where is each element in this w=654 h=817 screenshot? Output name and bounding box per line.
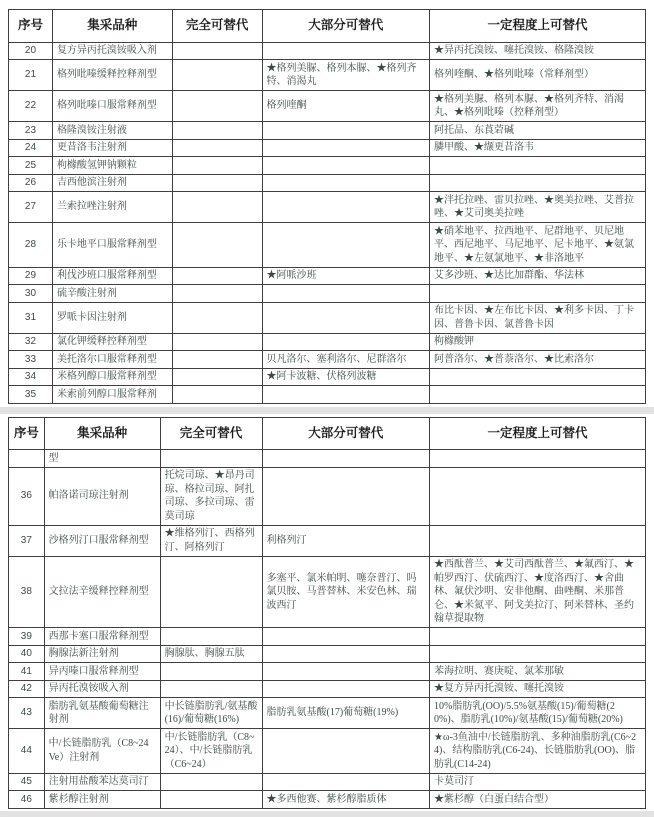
table-row	[9, 157, 646, 175]
partially-replaceable-cell	[430, 645, 646, 663]
table-row	[9, 628, 646, 646]
fully-replaceable-cell	[172, 368, 262, 386]
variety-cell: 氯化钾缓释控释剂型	[52, 333, 172, 351]
table-row	[9, 267, 646, 285]
partially-replaceable-cell	[430, 450, 646, 468]
partially-replaceable-cell	[430, 157, 646, 175]
mostly-replaceable-cell: ★格列美脲、格列本脲、★格列齐特、消渴丸	[262, 60, 430, 91]
partially-replaceable-cell: ★西酞普兰、★艾司西酞普兰、★氟西汀、★帕罗西汀、伏硫西汀、★度洛西汀、★舍曲林、氟伏沙明、安非他酮、曲唑酮、米那普仑、★米氮平、阿戈美拉汀、阿米替林、圣约翰草提取物	[430, 556, 646, 628]
seq-cell: 29	[9, 267, 53, 285]
partially-replaceable-cell: 苯海拉明、赛庚啶、氯苯那敏	[430, 663, 646, 681]
partially-replaceable-cell: ★ω-3鱼油中/长链脂肪乳、多种油脂肪乳(C6~24)、结构脂肪乳(C6-24)、长链脂肪乳(OO)、脂肪乳(C14-24)	[430, 729, 646, 774]
variety-cell: 胸腺法新注射剂	[44, 645, 160, 663]
table-row	[9, 773, 646, 791]
variety-cell: 异丙托溴铵吸入剂	[44, 680, 160, 698]
variety-cell: 兰索拉唑注射剂	[52, 192, 172, 223]
mostly-replaceable-cell	[262, 223, 430, 268]
seq-cell: 33	[9, 351, 53, 369]
variety-cell: 紫杉醇注射剂	[44, 791, 160, 809]
col-header-variety: 集采品种	[44, 417, 160, 450]
variety-cell: 格隆溴铵注射液	[52, 122, 172, 140]
mostly-replaceable-cell: 格列喹酮	[262, 91, 430, 122]
partially-replaceable-cell: ★异丙托溴铵、噻托溴铵、格隆溴铵	[430, 42, 646, 60]
seq-cell: 27	[9, 192, 53, 223]
table-row	[9, 174, 646, 192]
table-row	[9, 386, 646, 404]
variety-cell: 脂肪乳氨基酸葡萄糖注射剂	[44, 698, 160, 729]
mostly-replaceable-cell	[262, 773, 430, 791]
fully-replaceable-cell	[172, 60, 262, 91]
partially-replaceable-cell: ★复方异丙托溴铵、噻托溴铵	[430, 680, 646, 698]
mostly-replaceable-cell: ★阿卡波糖、伏格列波糖	[262, 368, 430, 386]
mostly-replaceable-cell	[262, 139, 430, 157]
mostly-replaceable-cell	[262, 467, 430, 525]
table-row	[9, 223, 646, 268]
seq-cell: 25	[9, 157, 53, 175]
partially-replaceable-cell	[430, 525, 646, 556]
seq-cell: 46	[9, 791, 45, 809]
seq-cell: 24	[9, 139, 53, 157]
table-row	[9, 302, 646, 333]
mostly-replaceable-cell: ★阿哌沙班	[262, 267, 430, 285]
table-row	[9, 60, 646, 91]
table-row	[9, 729, 646, 774]
mostly-replaceable-cell: 多塞平、氯米帕明、噻奈普汀、吗氯贝胺、马普替林、米安色林、瑞波西汀	[262, 556, 430, 628]
fully-replaceable-cell	[160, 450, 262, 468]
fully-replaceable-cell	[172, 386, 262, 404]
fully-replaceable-cell	[172, 302, 262, 333]
table-body	[9, 42, 646, 403]
partially-replaceable-cell	[430, 368, 646, 386]
fully-replaceable-cell: 中长链脂肪乳/氨基酸(16)/葡萄糖(16%)	[160, 698, 262, 729]
partially-replaceable-cell	[430, 386, 646, 404]
fully-replaceable-cell	[172, 351, 262, 369]
variety-cell: 型	[44, 450, 160, 468]
col-header-fully-replaceable: 完全可替代	[172, 10, 262, 43]
fully-replaceable-cell	[172, 333, 262, 351]
variety-cell: 更昔洛韦注射剂	[52, 139, 172, 157]
seq-cell: 26	[9, 174, 53, 192]
seq-cell: 43	[9, 698, 45, 729]
mostly-replaceable-cell	[262, 386, 430, 404]
mostly-replaceable-cell: 脂肪乳氨基酸(17)葡萄糖(19%)	[262, 698, 430, 729]
partially-replaceable-cell: 卡莫司汀	[430, 773, 646, 791]
col-header-partially-replaceable: 一定程度上可替代	[430, 10, 646, 43]
fully-replaceable-cell	[172, 139, 262, 157]
partially-replaceable-cell: ★格列美脲、格列本脲、★格列齐特、消渴丸、★格列吡嗪（控释剂型）	[430, 91, 646, 122]
partially-replaceable-cell: ★泮托拉唑、雷贝拉唑、★奥美拉唑、艾普拉唑、★艾司奥美拉唑	[430, 192, 646, 223]
variety-cell: 米索前列醇口服常释剂	[52, 386, 172, 404]
seq-cell: 38	[9, 556, 45, 628]
variety-cell: 格列吡嗪口服常释剂型	[52, 91, 172, 122]
variety-cell: 异丙嗪口服常释剂型	[44, 663, 160, 681]
fully-replaceable-cell	[160, 628, 262, 646]
variety-cell: 沙格列汀口服常释剂型	[44, 525, 160, 556]
variety-cell: 吉西他滨注射剂	[52, 174, 172, 192]
mostly-replaceable-cell	[262, 663, 430, 681]
seq-cell: 20	[9, 42, 53, 60]
seq-cell: 44	[9, 729, 45, 774]
fully-replaceable-cell	[172, 122, 262, 140]
col-header-variety: 集采品种	[52, 10, 172, 43]
partially-replaceable-cell	[430, 467, 646, 525]
table-row	[9, 333, 646, 351]
fully-replaceable-cell	[172, 91, 262, 122]
mostly-replaceable-cell	[262, 285, 430, 303]
seq-cell: 40	[9, 645, 45, 663]
substitution-table-page1	[8, 9, 646, 404]
seq-cell: 34	[9, 368, 53, 386]
table-row	[9, 663, 646, 681]
fully-replaceable-cell	[160, 663, 262, 681]
fully-replaceable-cell	[160, 791, 262, 809]
partially-replaceable-cell: 格列喹酮、★格列吡嗪（常释剂型）	[430, 60, 646, 91]
variety-cell: 利伐沙班口服常释剂型	[52, 267, 172, 285]
page-bottom-edge	[0, 811, 654, 817]
col-header-partially-replaceable: 一定程度上可替代	[430, 417, 646, 450]
mostly-replaceable-cell	[262, 680, 430, 698]
fully-replaceable-cell	[172, 42, 262, 60]
seq-cell: 31	[9, 302, 53, 333]
mostly-replaceable-cell	[262, 192, 430, 223]
table-row	[9, 467, 646, 525]
mostly-replaceable-cell	[262, 42, 430, 60]
seq-cell: 28	[9, 223, 53, 268]
table-row	[9, 42, 646, 60]
variety-cell: 文拉法辛缓释控释剂型	[44, 556, 160, 628]
variety-cell: 枸橼酸氢钾钠颗粒	[52, 157, 172, 175]
partially-replaceable-cell: 膦甲酸、★缬更昔洛韦	[430, 139, 646, 157]
fully-replaceable-cell	[172, 157, 262, 175]
table-row	[9, 525, 646, 556]
mostly-replaceable-cell	[262, 645, 430, 663]
mostly-replaceable-cell	[262, 157, 430, 175]
table-row	[9, 91, 646, 122]
partially-replaceable-cell	[430, 285, 646, 303]
fully-replaceable-cell: 胸腺肽、胸腺五肽	[160, 645, 262, 663]
fully-replaceable-cell	[172, 192, 262, 223]
partially-replaceable-cell	[430, 174, 646, 192]
partially-replaceable-cell: 10%脂肪乳(OO)/5.5%氨基酸(15)/葡萄糖(20%)、脂肪乳(10%)/氨基酸(15)/葡萄糖(20%)	[430, 698, 646, 729]
seq-cell: 39	[9, 628, 45, 646]
table-row	[9, 698, 646, 729]
mostly-replaceable-cell	[262, 122, 430, 140]
partially-replaceable-cell: ★紫杉醇（白蛋白结合型）	[430, 791, 646, 809]
seq-cell: 30	[9, 285, 53, 303]
header-row	[9, 417, 646, 450]
variety-cell: 中/长链脂肪乳（C8~24Ve）注射剂	[44, 729, 160, 774]
fully-replaceable-cell	[160, 773, 262, 791]
table-row	[9, 122, 646, 140]
mostly-replaceable-cell	[262, 174, 430, 192]
variety-cell: 帕洛诺司琼注射剂	[44, 467, 160, 525]
fully-replaceable-cell	[160, 556, 262, 628]
col-header-seq: 序号	[9, 10, 53, 43]
partially-replaceable-cell: 枸橼酸钾	[430, 333, 646, 351]
variety-cell: 米格列醇口服常释剂型	[52, 368, 172, 386]
table-row	[9, 139, 646, 157]
variety-cell: 硫辛酸注射剂	[52, 285, 172, 303]
table-row	[9, 368, 646, 386]
fully-replaceable-cell	[172, 285, 262, 303]
seq-cell: 22	[9, 91, 53, 122]
mostly-replaceable-cell	[262, 628, 430, 646]
fully-replaceable-cell: ★维格列汀、西格列汀、阿格列汀	[160, 525, 262, 556]
variety-cell: 注射用盐酸苯达莫司汀	[44, 773, 160, 791]
table-row	[9, 351, 646, 369]
seq-cell: 42	[9, 680, 45, 698]
seq-cell: 21	[9, 60, 53, 91]
fully-replaceable-cell	[172, 174, 262, 192]
mostly-replaceable-cell	[262, 302, 430, 333]
partially-replaceable-cell: 艾多沙班、★达比加群酯、华法林	[430, 267, 646, 285]
fully-replaceable-cell	[172, 267, 262, 285]
mostly-replaceable-cell	[262, 333, 430, 351]
table-row	[9, 450, 646, 468]
table-row	[9, 285, 646, 303]
fully-replaceable-cell	[160, 680, 262, 698]
variety-cell: 格列吡嗪缓释控释剂型	[52, 60, 172, 91]
partially-replaceable-cell: 阿普洛尔、★普萘洛尔、★比索洛尔	[430, 351, 646, 369]
col-header-seq: 序号	[9, 417, 45, 450]
mostly-replaceable-cell: 利格列汀	[262, 525, 430, 556]
fully-replaceable-cell	[172, 223, 262, 268]
partially-replaceable-cell: ★硝苯地平、拉西地平、尼群地平、贝尼地平、西尼地平、马尼地平、尼卡地平、★氨氯地平、★左氨氯地平、★非洛地平	[430, 223, 646, 268]
fully-replaceable-cell: 中/长链脂肪乳（C8~24）、中/长链脂肪乳（C6~24）	[160, 729, 262, 774]
seq-cell: 45	[9, 773, 45, 791]
variety-cell: 复方异丙托溴铵吸入剂	[52, 42, 172, 60]
substitution-table-page2	[8, 417, 646, 809]
seq-cell: 35	[9, 386, 53, 404]
col-header-fully-replaceable: 完全可替代	[160, 417, 262, 450]
seq-cell	[9, 450, 45, 468]
mostly-replaceable-cell: ★多西他赛、紫杉醇脂质体	[262, 791, 430, 809]
mostly-replaceable-cell	[262, 729, 430, 774]
seq-cell: 36	[9, 467, 45, 525]
header-row	[9, 10, 646, 43]
variety-cell: 乐卡地平口服常释剂型	[52, 223, 172, 268]
partially-replaceable-cell	[430, 628, 646, 646]
table-row	[9, 192, 646, 223]
seq-cell: 37	[9, 525, 45, 556]
seq-cell: 32	[9, 333, 53, 351]
table-body	[9, 450, 646, 809]
mostly-replaceable-cell	[262, 450, 430, 468]
seq-cell: 41	[9, 663, 45, 681]
page-separator	[0, 404, 654, 417]
table-row	[9, 791, 646, 809]
table-row	[9, 645, 646, 663]
col-header-mostly-replaceable: 大部分可替代	[262, 10, 430, 43]
col-header-mostly-replaceable: 大部分可替代	[262, 417, 430, 450]
table-row	[9, 556, 646, 628]
partially-replaceable-cell: 阿托品、东莨菪碱	[430, 122, 646, 140]
fully-replaceable-cell: 托烷司琼、★昂丹司琼、格拉司琼、阿扎司琼、多拉司琼、雷莫司琼	[160, 467, 262, 525]
mostly-replaceable-cell: 贝凡洛尔、塞利洛尔、尼群洛尔	[262, 351, 430, 369]
variety-cell: 西那卡塞口服常释剂型	[44, 628, 160, 646]
table-row	[9, 680, 646, 698]
seq-cell: 23	[9, 122, 53, 140]
variety-cell: 罗哌卡因注射剂	[52, 302, 172, 333]
variety-cell: 美托洛尔口服常释剂型	[52, 351, 172, 369]
partially-replaceable-cell: 布比卡因、★左布比卡因、★利多卡因、丁卡因、普鲁卡因、氯普鲁卡因	[430, 302, 646, 333]
